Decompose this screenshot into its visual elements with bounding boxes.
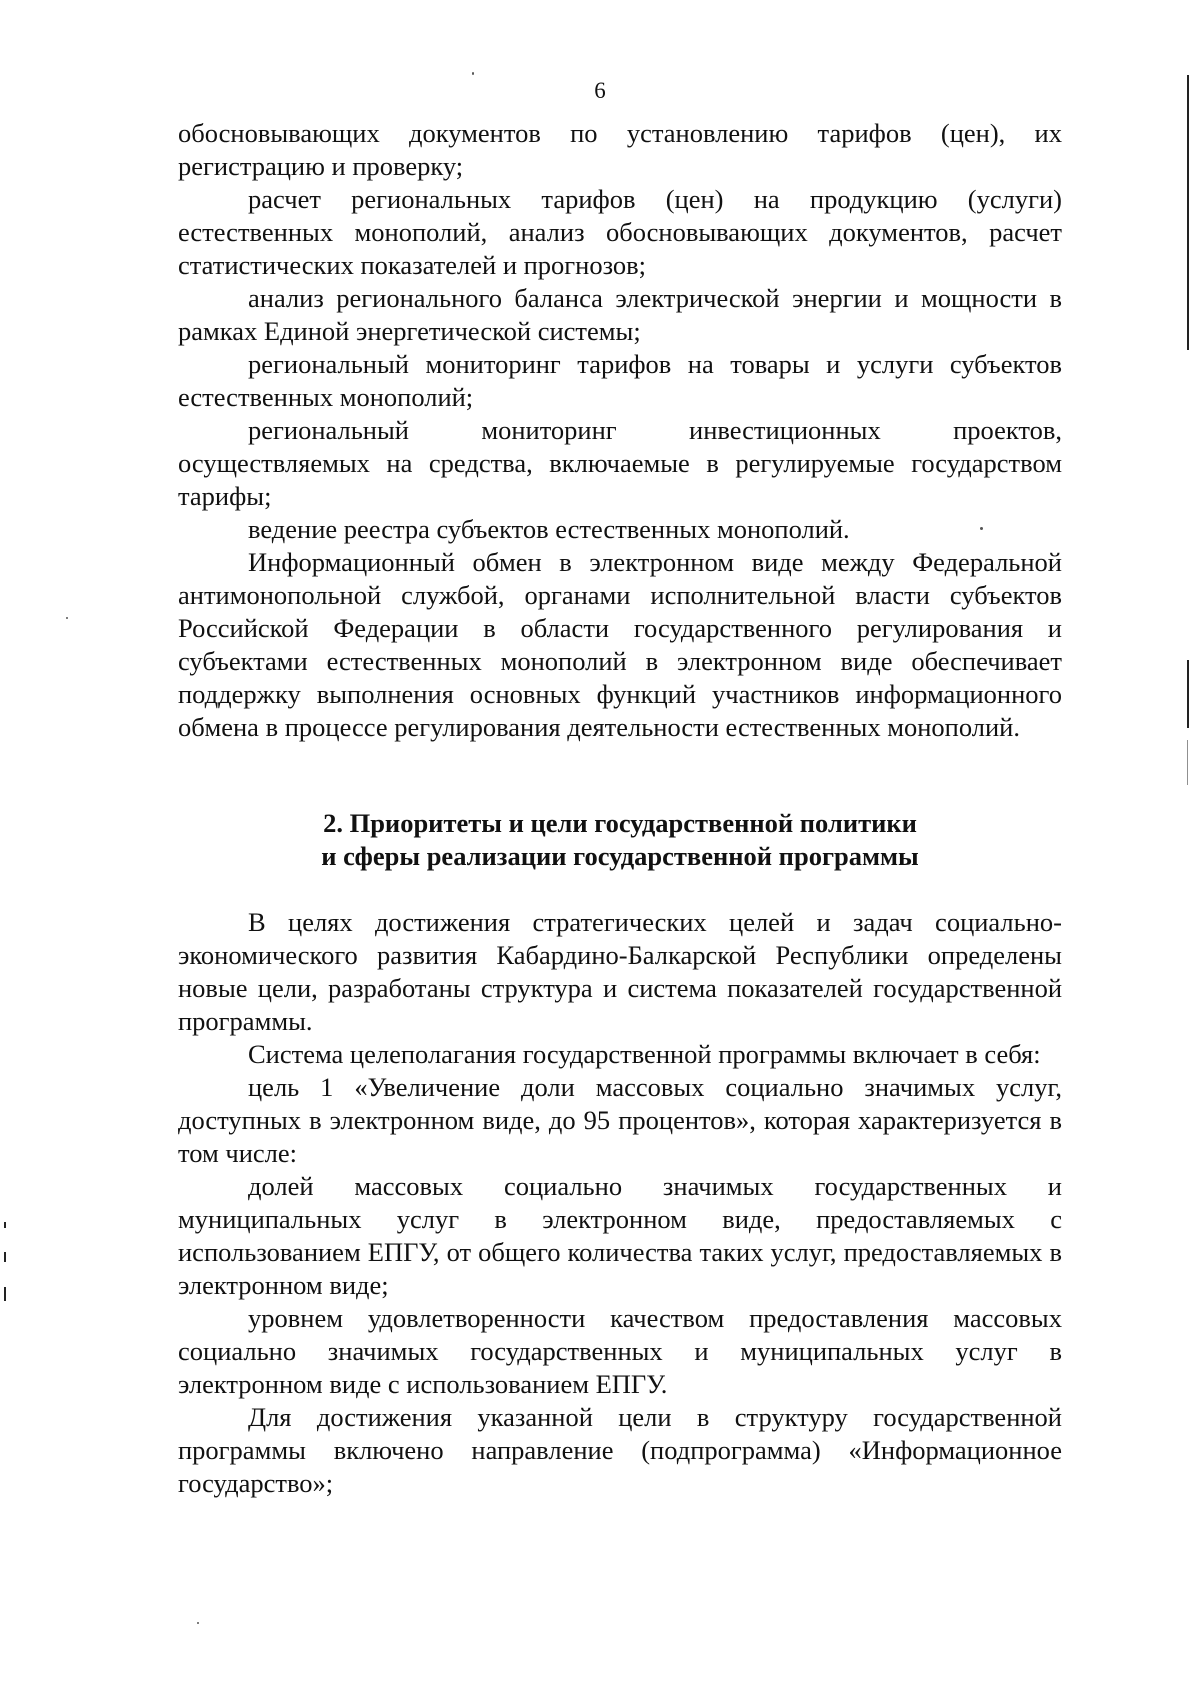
paragraph: региональный мониторинг тарифов на товары и услуги субъектов естественных монополий; (178, 349, 1062, 412)
paragraph: анализ регионального баланса электрической энергии и мощности в рамках Единой энергетической системы; (178, 283, 1062, 346)
paragraph: В целях достижения стратегических целей и задач социально-экономического развития Кабардино-Балкарской Республики определены новые цели, разработаны структура и система показателей государственной программы. (178, 907, 1062, 1036)
section-heading-line-2: и сферы реализации государственной программы (321, 841, 919, 871)
paragraph: цель 1 «Увеличение доли массовых социально значимых услуг, доступных в электронном виде, до 95 процентов», которая характеризуется в том числе: (178, 1072, 1062, 1168)
paragraph: долей массовых социально значимых государственных и муниципальных услуг в электронном виде, предоставляемых с использованием ЕПГУ, от общего количества таких услуг, предоставляемых в электронном виде; (178, 1171, 1062, 1300)
scan-edge-line (4, 1287, 6, 1301)
scan-edge-line (4, 1222, 6, 1228)
paragraph: расчет региональных тарифов (цен) на продукцию (услуги) естественных монополий, анализ обосновывающих документов, расчет статистических показателей и прогнозов; (178, 184, 1062, 280)
scan-edge-line (4, 1252, 6, 1262)
paragraph: ведение реестра субъектов естественных монополий. (248, 514, 850, 544)
scan-speck (66, 617, 68, 619)
scan-edge-line (1187, 740, 1188, 785)
page-body (178, 117, 1062, 1500)
paragraph: региональный мониторинг инвестиционных проектов, осуществляемых на средства, включаемые в регулируемые государством тарифы; (178, 415, 1062, 511)
paragraph: Система целеполагания государственной программы включает в себя: (248, 1039, 1041, 1069)
scan-speck (980, 527, 983, 530)
paragraph: Для достижения указанной цели в структуру государственной программы включено направление (подпрограмма) «Информационное государство»; (178, 1402, 1062, 1498)
scan-speck (472, 72, 474, 75)
paragraph: Информационный обмен в электронном виде между Федеральной антимонопольной службой, органами исполнительной власти субъектов Российской Федерации в области государственного регулирования и субъектами естественных монополий в электронном виде обеспечивает поддержку выполнения основных функций участников информационного обмена в процессе регулирования деятельности естественных монополий. (178, 547, 1062, 742)
section-heading-line-1: 2. Приоритеты и цели государственной политики (323, 808, 917, 838)
scan-edge-line (1187, 75, 1189, 350)
paragraph: уровнем удовлетворенности качеством предоставления массовых социально значимых государственных и муниципальных услуг в электронном виде с использованием ЕПГУ. (178, 1303, 1062, 1399)
paragraph-continuation: обосновывающих документов по установлению тарифов (цен), их регистрацию и проверку; (178, 118, 1062, 181)
scan-edge-line (1187, 660, 1189, 728)
scan-speck (197, 1622, 199, 1624)
page-number: 6 (594, 78, 606, 103)
section-heading (178, 807, 1062, 873)
